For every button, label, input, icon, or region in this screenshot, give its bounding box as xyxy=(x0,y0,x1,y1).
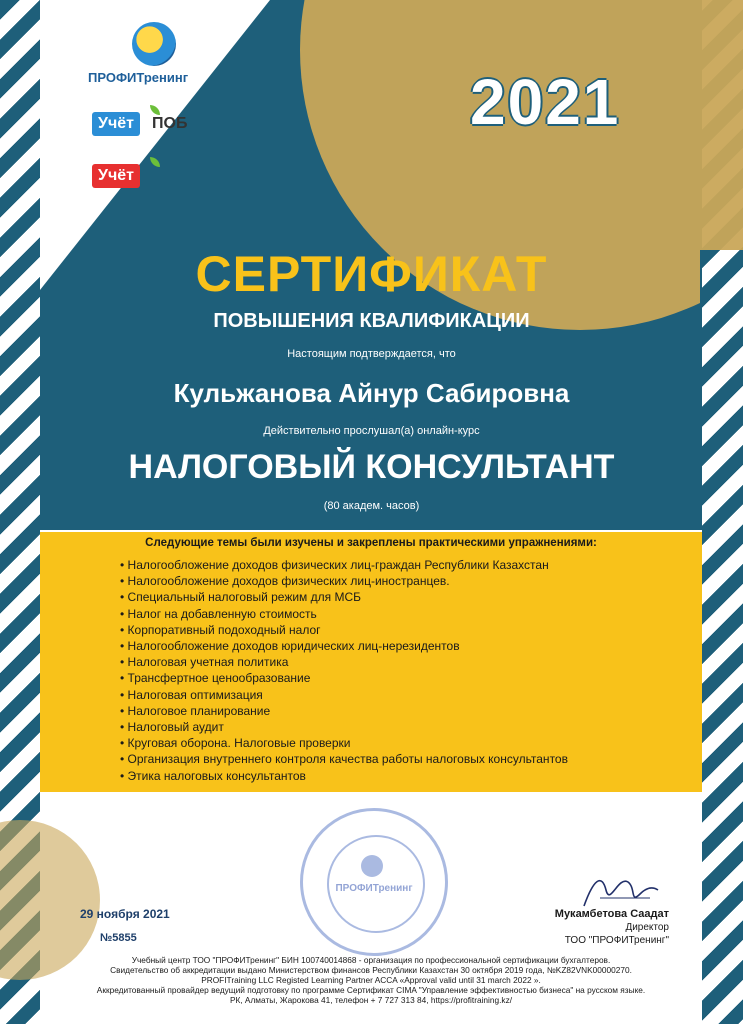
list-item: • Налогообложение доходов юридических лиц-нерезидентов xyxy=(120,638,568,654)
uchet-badge: Учёт xyxy=(92,164,140,188)
topics-heading: Следующие темы были изучены и закреплены практическими упражнениями: xyxy=(145,537,597,549)
list-item: • Корпоративный подоходный налог xyxy=(120,622,568,638)
list-item: • Налогообложение доходов физических лиц-иностранцев. xyxy=(120,573,568,589)
year: 2021 xyxy=(470,66,621,138)
list-item: • Этика налоговых консультантов xyxy=(120,768,568,784)
certificate-title: СЕРТИФИКАТ xyxy=(195,246,548,302)
uchet-pob-badge: Учёт xyxy=(92,112,140,136)
list-item: • Налогообложение доходов физических лиц-граждан Республики Казахстан xyxy=(120,557,568,573)
official-seal xyxy=(300,808,448,956)
course-title: НАЛОГОВЫЙ КОНСУЛЬТАНТ xyxy=(128,448,615,486)
footer-line: РК, Алматы, Жарокова 41, телефон + 7 727 313 84, https://profitraining.kz/ xyxy=(229,995,513,1005)
footer-line: Учебный центр ТОО "ПРОФИТренинг" БИН 100740014868 - организация по профессиональной сертификации бухгалтеров. xyxy=(131,955,611,965)
list-item: • Налоговое планирование xyxy=(120,703,568,719)
signatory-org: ТОО "ПРОФИТренинг" xyxy=(564,935,669,946)
pob-label: ПОБ xyxy=(152,115,188,132)
certificate-subtitle: ПОВЫШЕНИЯ КВАЛИФИКАЦИИ xyxy=(213,310,530,332)
certificate-number: №5855 xyxy=(100,932,137,944)
profitraining-logo-icon xyxy=(132,22,176,66)
signatory-role: Директор xyxy=(625,922,669,933)
list-item: • Налоговый аудит xyxy=(120,719,568,735)
list-item: • Организация внутреннего контроля качества работы налоговых консультантов xyxy=(120,751,568,767)
attended-text: Действительно прослушал(а) онлайн-курс xyxy=(263,425,480,437)
seal-text: ПРОФИТренинг xyxy=(335,883,413,894)
course-hours: (80 академ. часов) xyxy=(323,500,420,512)
footer-line: Аккредитованный провайдер ведущий подготовку по программе Сертификат CIMA "Управление эффективностью бизнеса" на русском языке. xyxy=(96,985,646,995)
brand-name: ПРОФИТренинг xyxy=(88,70,189,85)
list-item: • Налоговая оптимизация xyxy=(120,687,568,703)
list-item: • Налог на добавленную стоимость xyxy=(120,606,568,622)
list-item: • Трансфертное ценообразование xyxy=(120,670,568,686)
signatory-name: Мукамбетова Саадат xyxy=(554,908,669,920)
list-item: • Налоговая учетная политика xyxy=(120,654,568,670)
seal-logo-icon xyxy=(361,855,383,877)
footer-line: Свидетельство об аккредитации выдано Министерством финансов Республики Казахстан 30 октября 2019 года, №KZ82VNK00000270. xyxy=(110,965,632,975)
topics-list xyxy=(120,557,568,784)
footer-line: PROFITraining LLC Registed Learning Partner ACCA «Approval valid until 31 march 2022 ». xyxy=(201,975,541,985)
recipient-name: Кульжанова Айнур Сабировна xyxy=(173,378,570,408)
list-item: • Специальный налоговый режим для МСБ xyxy=(120,589,568,605)
issue-date: 29 ноября 2021 xyxy=(80,907,170,921)
confirm-text: Настоящим подтверждается, что xyxy=(287,348,456,360)
list-item: • Круговая оборона. Налоговые проверки xyxy=(120,735,568,751)
